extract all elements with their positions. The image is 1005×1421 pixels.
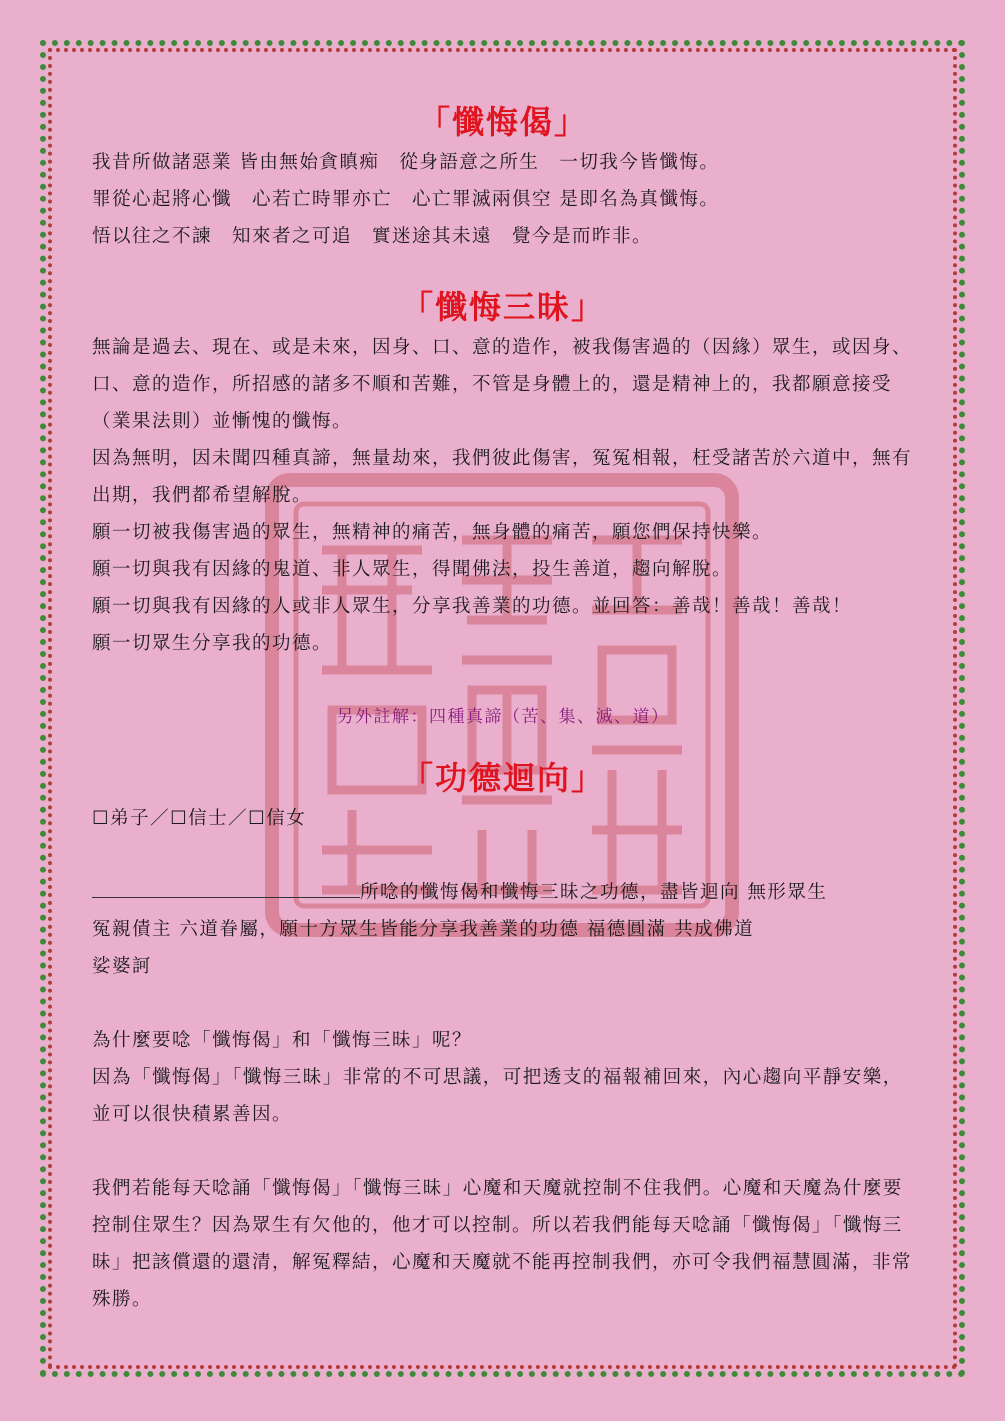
samadhi-paragraph-3: 願一切被我傷害過的眾生，無精神的痛苦，無身體的痛苦，願您們保持快樂。	[92, 522, 773, 543]
samadhi-paragraph-6: 願一切眾生分享我的功德。	[92, 633, 333, 654]
identity-checkboxes[interactable]: ☐弟子／☐信士／☐信女	[92, 808, 307, 829]
dedication-line-2: 冤親債主 六道眷屬，願十方眾生皆能分享我善業的功德 福德圓滿 共成佛道	[92, 919, 755, 940]
explanation-closing: 我們若能每天唸誦「懺悔偈」「懺悔三昧」心魔和天魔就控制不住我們。心魔和天魔為什麼要控制住眾生？因為眾生有欠他的，他才可以控制。所以若我們能每天唸誦「懺悔偈」「懺悔三昧」把該償還的還清，解冤釋結，心魔和天魔就不能再控制我們，亦可令我們福慧圓滿，非常殊勝。	[92, 1178, 913, 1310]
samadhi-paragraph-4: 願一切與我有因緣的鬼道、非人眾生，得聞佛法，投生善道，趨向解脫。	[92, 559, 733, 580]
dedication-text: 所唸的懺悔偈和懺悔三昧之功德，盡皆迴向 無形眾生	[360, 882, 828, 903]
samadhi-paragraph-1: 無論是過去、現在、或是未來，因身、口、意的造作，被我傷害過的（因緣）眾生，或因身、口、意的造作，所招感的諸多不順和苦難，不管是身體上的，還是精神上的，我都願意接受（業果法則）並慚愧的懺悔。	[92, 337, 913, 432]
verse-line-1: 我昔所做諸惡業 皆由無始貪瞋痴 從身語意之所生 一切我今皆懺悔。	[92, 152, 720, 173]
document-body	[92, 100, 914, 1318]
explanation-question: 為什麼要唸「懺悔偈」和「懺悔三昧」呢？	[92, 1030, 473, 1051]
samadhi-paragraph-2: 因為無明，因未聞四種真諦，無量劫來，我們彼此傷害，冤冤相報，枉受諸苦於六道中，無有出期，我們都希望解脫。	[92, 448, 913, 506]
samadhi-paragraph-5: 願一切與我有因緣的人或非人眾生，分享我善業的功德。並回答：善哉！善哉！善哉！	[92, 596, 853, 617]
name-blank-field[interactable]	[92, 875, 360, 898]
confession-samadhi-title: 「懺悔三昧」	[400, 288, 605, 326]
merit-dedication-title: 「功德迴向」	[400, 759, 605, 797]
dedication-line-3: 娑婆訶	[92, 956, 153, 977]
four-truths-note: 另外註解：四種真諦（苦、集、滅、道）	[336, 707, 670, 727]
verse-line-3: 悟以往之不諫 知來者之可追 實迷途其未遠 覺今是而昨非。	[92, 226, 653, 247]
verse-line-2: 罪從心起將心懺 心若亡時罪亦亡 心亡罪滅兩俱空 是即名為真懺悔。	[92, 189, 720, 210]
explanation-answer: 因為「懺悔偈」「懺悔三昧」非常的不可思議，可把透支的福報補回來，內心趨向平靜安樂，並可以很快積累善因。	[92, 1067, 903, 1125]
confession-verse-title: 「懺悔偈」	[417, 103, 588, 141]
dedication-line-1	[92, 874, 914, 911]
